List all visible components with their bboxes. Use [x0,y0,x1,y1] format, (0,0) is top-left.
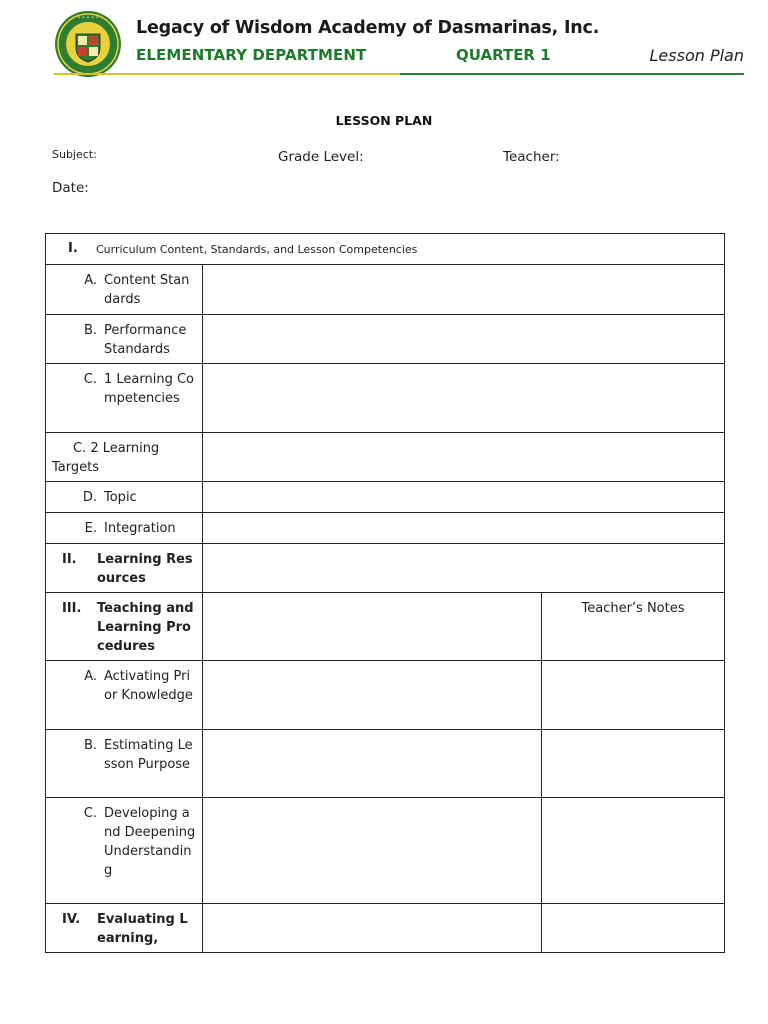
teachers-notes-header: Teacher’s Notes [542,593,725,661]
content-input-cell[interactable] [203,593,542,661]
row-marker: A. [84,273,97,288]
school-name: Legacy of Wisdom Academy of Dasmarinas, Inc. [136,18,600,38]
row-label: Content Standards [104,273,190,307]
content-input-cell[interactable] [203,661,542,730]
department-name: ELEMENTARY DEPARTMENT [136,46,367,64]
section-label-cell [46,593,203,661]
row-label: Estimating Lesson Purpose [104,738,193,772]
section-row [46,544,725,593]
date-field[interactable]: Date: [52,180,89,196]
content-input-cell[interactable] [203,798,542,904]
row-marker: A. [84,669,97,684]
content-input-cell[interactable] [203,482,725,513]
content-input-cell[interactable] [203,364,725,433]
row-label-cell [46,730,203,798]
content-input-cell[interactable] [203,433,725,482]
row-marker: B. [83,738,97,753]
row-label-cell [46,482,203,513]
section-marker: IV. [62,912,81,927]
row-label-cell [46,433,203,482]
content-input-cell[interactable] [203,730,542,798]
svg-text:• • • • •: • • • • • [77,15,99,21]
section-row [46,593,725,661]
row-marker: C. [83,372,97,387]
row-label: Developing and Deepening Understanding [104,806,196,878]
table-row [46,315,725,364]
row-marker: D. [82,490,97,505]
subject-field[interactable]: Subject: [52,148,97,161]
section-label: Evaluating Learning, [97,912,188,946]
lesson-plan-table [45,233,725,953]
section-row [46,904,725,953]
header-rule-accent [400,73,744,75]
row-label: Integration [104,521,176,536]
notes-input-cell[interactable] [542,730,725,798]
content-input-cell[interactable] [203,265,725,315]
school-seal-logo [54,10,122,78]
table-row [46,730,725,798]
row-label-cell [46,661,203,730]
teacher-field[interactable]: Teacher: [503,149,560,165]
section-marker: I. [68,241,78,256]
section-row [46,234,725,265]
row-label-cell [46,364,203,433]
row-marker: B. [83,323,97,338]
table-row [46,265,725,315]
row-label: C. 2 Learning Targets [52,441,160,475]
section-header-cell [46,234,725,265]
section-label-cell [46,544,203,593]
row-marker: C. [83,806,97,821]
row-label-cell [46,315,203,364]
notes-input-cell[interactable] [542,904,725,953]
grade-level-field[interactable]: Grade Level: [278,149,364,165]
section-label: Curriculum Content, Standards, and Lesson Competencies [96,243,418,256]
table-row [46,798,725,904]
quarter-label: QUARTER 1 [456,46,551,64]
content-input-cell[interactable] [203,513,725,544]
row-label: Performance Standards [104,323,187,357]
table-row [46,433,725,482]
content-input-cell[interactable] [203,544,725,593]
table-row [46,482,725,513]
section-marker: II. [62,552,77,567]
notes-input-cell[interactable] [542,661,725,730]
section-marker: III. [62,601,82,616]
section-label-cell [46,904,203,953]
row-marker: E. [84,521,97,536]
row-label-cell [46,513,203,544]
table-row [46,661,725,730]
row-label: Topic [104,490,137,505]
document-type-label: Lesson Plan [649,46,744,65]
row-label: 1 Learning Competencies [104,372,195,406]
section-label: Learning Resources [97,552,193,586]
content-input-cell[interactable] [203,904,542,953]
content-input-cell[interactable] [203,315,725,364]
section-label: Teaching and Learning Procedures [97,601,194,654]
letterhead [54,10,744,78]
table-row [46,513,725,544]
table-row [46,364,725,433]
page-title: LESSON PLAN [335,113,433,128]
row-label-cell [46,798,203,904]
notes-input-cell[interactable] [542,798,725,904]
row-label-cell [46,265,203,315]
row-label: Activating Prior Knowledge [104,669,193,703]
